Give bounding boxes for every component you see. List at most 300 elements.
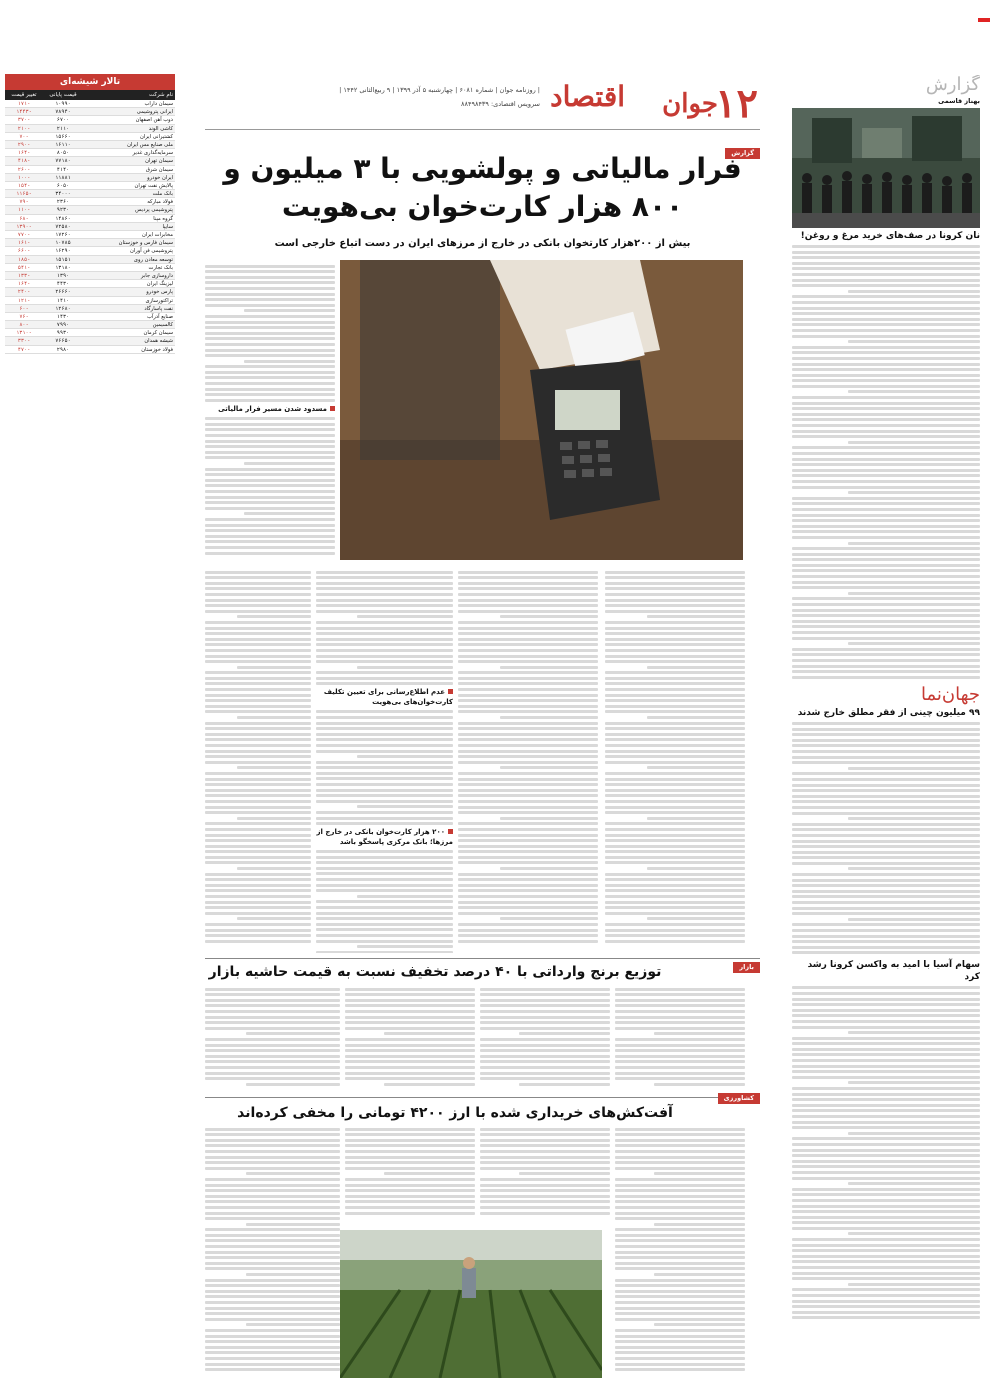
text-line [345,1128,475,1131]
text-line [480,1072,610,1075]
queue-photo-image [792,108,980,228]
text-line [205,923,311,926]
text-line [792,346,980,349]
text-line [205,265,335,268]
queue-photo [792,108,980,228]
text-line [205,1206,340,1209]
stock-col-name: نام شرکت [148,92,173,98]
text-line [848,817,980,820]
text-line [205,371,335,374]
text-line [205,501,335,504]
bullet-square-icon [448,689,453,694]
stock-change: -۷۶ [19,313,29,320]
stock-price: ۹۲۳۰ [56,207,70,214]
text-line [848,340,980,343]
text-line [792,637,980,640]
stock-name: نفت پاسارگاد [144,305,173,312]
text-line [205,682,311,685]
text-line [316,951,453,953]
text-line [792,396,980,399]
text-line [357,615,453,618]
text-line [615,1351,745,1354]
text-line [647,817,745,820]
text-line [605,682,745,685]
text-line [792,665,980,668]
stock-change: -۱۳۹۰ [16,223,32,230]
text-line [615,1318,745,1321]
text-line [792,1305,980,1308]
text-line [205,627,311,630]
text-line [205,1150,340,1153]
stock-price: ۳۴۰۰۰ [55,191,71,198]
text-line [792,789,980,792]
text-line [480,1139,610,1142]
text-line [480,1178,610,1181]
text-line [458,571,598,574]
text-line [792,806,980,809]
text-line [615,1004,745,1007]
text-line [792,1272,980,1275]
text-line [458,643,598,646]
text-line [458,694,598,697]
text-line [345,1167,475,1170]
stock-change: -۱۶۴ [17,281,31,288]
text-line [458,839,598,842]
text-line [205,1060,340,1063]
text-line [205,789,311,792]
text-line [345,1021,475,1024]
text-line [792,323,980,326]
text-line [792,1154,980,1157]
text-line [205,778,311,781]
stock-row [5,329,175,337]
text-line [792,744,980,747]
text-line [792,951,980,954]
text-line [605,861,745,864]
text-line [205,518,335,521]
text-line [205,750,311,753]
text-line [205,688,311,691]
text-line [792,676,980,679]
text-line [615,1060,745,1063]
stock-price: ۱۶۱۱۰ [55,141,71,148]
stock-name: فولاد خوزستان [141,346,173,353]
text-line [615,1262,745,1265]
text-line [605,794,745,797]
text-line [792,1277,980,1280]
text-line [792,1053,980,1056]
text-line [615,1049,745,1052]
text-line [205,1144,340,1147]
stock-row [5,239,175,247]
text-line [205,694,311,697]
text-line [458,705,598,708]
text-line [205,988,340,991]
text-line [605,750,745,753]
text-line [458,599,598,602]
text-line [480,1133,610,1136]
text-line [458,878,598,881]
text-line [246,1172,341,1175]
text-line [316,733,453,736]
text-line [316,783,453,786]
text-line [605,699,745,702]
text-line [615,1335,745,1338]
text-line [792,335,980,338]
text-line [205,540,335,543]
text-line [848,592,980,595]
text-line [205,1178,340,1181]
stock-change: -۱۸۵ [17,256,31,263]
text-line [458,671,598,674]
stock-change: -۱۱۶۵ [16,191,32,198]
text-line [205,856,311,859]
text-line [316,582,453,585]
stock-price: ۷۲۵۸۰ [55,223,71,230]
text-line [792,884,980,887]
text-line [848,1182,980,1185]
text-line [792,430,980,433]
stock-row [5,223,175,231]
text-line [345,1027,475,1030]
text-line [605,671,745,674]
text-line [237,615,311,618]
text-line [792,402,980,405]
stock-table-header [5,90,175,100]
text-line [345,1010,475,1013]
text-line [605,839,745,842]
text-line [480,1206,610,1209]
text-line [792,469,980,472]
text-line [205,1301,340,1304]
text-line [792,1238,980,1241]
text-line [458,688,598,691]
text-line [615,1312,745,1315]
text-line [205,993,340,996]
stock-name: ایرانی پتروشیمی [136,109,173,116]
text-line [458,794,598,797]
text-line [605,738,745,741]
text-line [480,1184,610,1187]
text-line [357,755,453,758]
text-line [205,1318,340,1321]
text-line [480,1150,610,1153]
stock-price: ۷۷۱۸۰ [55,158,71,165]
text-line [458,604,598,607]
text-line [615,1038,745,1041]
text-line [615,993,745,996]
text-line [792,1294,980,1297]
text-line [792,1171,980,1174]
text-line [848,867,980,870]
text-line [205,1161,340,1164]
text-line [605,912,745,915]
text-line [316,800,453,803]
text-line [615,1156,745,1159]
text-line [615,1279,745,1282]
text-line [205,1290,340,1293]
stock-price: ۱۰۷۸۵ [55,240,71,247]
text-line [316,671,453,674]
text-line [605,643,745,646]
text-line [205,1133,340,1136]
text-line [316,604,453,607]
text-line [615,1200,745,1203]
stock-price: ۸۰۵۰ [56,150,70,157]
text-line [792,564,980,567]
stock-change: -۲۴۰ [17,289,31,296]
text-line [792,301,980,304]
text-line [205,738,311,741]
text-line [205,999,340,1002]
text-line [792,363,980,366]
text-line [205,901,311,904]
text-line [205,1077,340,1080]
text-line [458,699,598,702]
stock-change: -۸۰ [19,322,29,329]
corner-mark [978,18,990,22]
text-line [458,806,598,809]
text-line [792,670,980,673]
text-line [792,486,980,489]
text-line [316,777,453,780]
text-line [205,524,335,527]
text-line [615,1239,745,1242]
text-line [316,621,453,624]
stock-change: -۳۳۰ [17,338,31,345]
text-line [316,884,453,887]
text-line [792,1227,980,1230]
text-line [615,1357,745,1360]
text-line [792,940,980,943]
text-line [316,822,453,825]
text-line [792,648,980,651]
text-line [792,728,980,731]
text-line [316,571,453,574]
text-line [480,1027,610,1030]
text-line [316,772,453,775]
main-sub1: مسدود شدن مسیر فرار مالیاتی [205,405,335,414]
text-line [792,1216,980,1219]
stock-change: -۳۷۰ [17,117,31,124]
text-line [205,850,311,853]
stock-name: کالسیمین [152,322,173,329]
text-line [205,388,335,391]
text-line [848,918,980,921]
text-line [458,934,598,937]
text-line [615,1027,745,1030]
text-line [205,1066,340,1069]
stock-col-change: تغییر قیمت [11,92,37,98]
text-line [615,1072,745,1075]
divider-rule [205,958,760,959]
text-line [792,273,980,276]
stock-row [5,206,175,214]
text-line [615,1329,745,1332]
text-line [615,1077,745,1080]
stock-price: ۷۹۹۰ [56,322,70,329]
text-line [205,828,311,831]
text-line [205,428,335,431]
text-line [792,262,980,265]
text-line [357,945,453,948]
text-line [458,834,598,837]
text-line [792,1037,980,1040]
text-line [384,1172,475,1175]
text-line [205,287,335,290]
page-header [205,80,760,130]
stock-change: -۶۶۰ [17,248,31,255]
text-line [654,1083,745,1086]
text-line [458,649,598,652]
text-line [205,1156,340,1159]
text-line [246,1083,341,1086]
stock-name: سیمان کرمان [143,330,173,337]
text-line [615,1066,745,1069]
text-line [654,1172,745,1175]
text-line [792,1026,980,1029]
text-line [205,1239,340,1242]
stock-name: کشتیرانی ایران [140,133,173,140]
text-line [205,293,335,296]
stock-name: صنایع آذرآب [147,313,173,320]
text-line [205,298,335,301]
text-line [615,1021,745,1024]
text-line [205,529,335,532]
text-line [647,867,745,870]
text-line [792,1249,980,1252]
text-line [792,784,980,787]
text-line [205,1049,340,1052]
text-line [205,800,311,803]
text-line [615,1055,745,1058]
text-line [615,1144,745,1147]
stock-name: شیشه همدان [144,338,173,345]
story3-title: سهام آسیا با امید به واکسن کرونا رشد کرد [807,960,980,983]
stock-price: ۷۸۹۴۰ [55,109,71,116]
stock-price: ۲۳۶۰ [56,199,70,206]
text-line [792,1316,980,1319]
text-line [316,923,453,926]
text-line [519,1032,610,1035]
text-line [605,934,745,937]
text-line [205,440,335,443]
text-line [615,1189,745,1192]
text-line [792,508,980,511]
text-line [848,1283,980,1286]
text-line [480,1200,610,1203]
text-line [605,800,745,803]
text-line [458,828,598,831]
text-line [316,643,453,646]
text-line [647,716,745,719]
text-line [792,1143,980,1146]
text-line [654,1323,745,1326]
text-line [205,1312,340,1315]
text-line [605,834,745,837]
text-line [848,491,980,494]
text-line [205,1368,340,1371]
text-line [605,873,745,876]
text-line [605,778,745,781]
stock-name: پارس خودرو [146,289,173,296]
text-line [205,1351,340,1354]
text-line [205,496,335,499]
text-line [345,1200,475,1203]
text-line [792,536,980,539]
stock-change: -۴۱۸ [17,158,31,165]
text-line [792,733,980,736]
stock-price: ۴۴۳۰ [56,281,70,288]
stock-row [5,182,175,190]
main-body-col-3 [458,568,598,953]
text-line [792,424,980,427]
text-line [647,917,745,920]
story3-headline: آفت‌کش‌های خریداری شده با ارز ۴۲۰۰ تومانی را مخفی کرده‌اند [237,1105,673,1121]
text-line [615,988,745,991]
text-line [316,649,453,652]
text-line [605,889,745,892]
stock-price: ۱۵۱۵۱ [55,256,71,263]
text-line [316,856,453,859]
text-line [615,1133,745,1136]
text-line [792,795,980,798]
text-line [458,845,598,848]
text-line [615,1128,745,1131]
text-line [480,1055,610,1058]
stock-col-price: قیمت پایانی [49,92,77,98]
text-line [345,1206,475,1209]
text-line [605,599,745,602]
text-line [316,889,453,892]
text-line [605,621,745,624]
text-line [605,755,745,758]
text-line [615,1195,745,1198]
text-line [848,441,980,444]
text-line [792,986,980,989]
text-line [792,446,980,449]
text-line [316,576,453,579]
text-line [605,923,745,926]
pos-terminal-image [340,260,743,560]
stock-price: ۱۶۲۹۰ [55,248,71,255]
story3-body [792,986,980,1319]
text-line [792,586,980,589]
farm-worker-image [340,1230,602,1378]
text-line [792,772,980,775]
stock-name: بانک ملت [152,191,173,198]
text-line [205,354,335,357]
text-line [205,940,311,943]
text-line [458,906,598,909]
text-line [237,716,311,719]
stock-change: -۷۷۰ [17,232,31,238]
text-line [345,988,475,991]
text-line [316,794,453,797]
stock-name: پتروشیمی پردیس [135,207,173,214]
stock-name: سیمان تهران [145,158,173,165]
text-line [458,750,598,753]
text-line [458,755,598,758]
text-line [316,934,453,937]
story2-body [792,722,980,954]
stock-row [5,305,175,313]
stock-name: کاشی الوند [148,125,173,132]
text-line [205,535,335,538]
text-line [205,699,311,702]
main-body-col-1 [205,262,335,562]
text-line [237,917,311,920]
